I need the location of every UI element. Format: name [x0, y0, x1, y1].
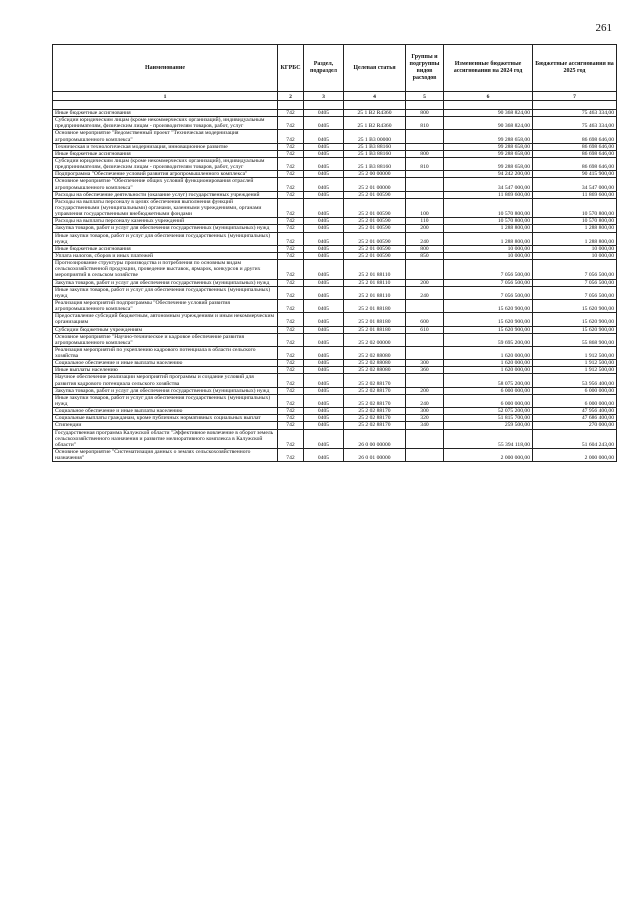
row-name: Основное мероприятие "Научно-техническое и кадровое обеспечение развития агропромышленного комплекса"	[53, 333, 278, 346]
row-article: 25 2 01 00590	[344, 232, 406, 245]
row-amount-2025: 7 056 500,00	[533, 286, 617, 299]
table-row	[53, 260, 617, 279]
table-row	[53, 191, 617, 198]
header-name: Наименование	[53, 45, 278, 92]
table-row	[53, 429, 617, 448]
row-kgrbs: 742	[278, 171, 304, 178]
row-amount-2024: 15 620 900,00	[444, 313, 533, 326]
row-name: Техническая и технологическая модернизация, инновационное развитие	[53, 143, 278, 150]
row-kgrbs: 742	[278, 313, 304, 326]
spacer-cell	[304, 101, 344, 110]
spacer-cell	[344, 101, 406, 110]
budget-table	[52, 44, 617, 462]
row-section: 0405	[304, 374, 344, 387]
table-row	[53, 299, 617, 312]
row-name: Иные выплаты населению	[53, 367, 278, 374]
row-section: 0405	[304, 225, 344, 232]
header-article: Целевая статья	[344, 45, 406, 92]
column-number: 2	[278, 92, 304, 101]
row-section: 0405	[304, 367, 344, 374]
table-row	[53, 374, 617, 387]
row-article: 25 2 02 88170	[344, 422, 406, 429]
header-kgrbs: КГРБС	[278, 45, 304, 92]
column-number-row	[53, 92, 617, 101]
row-section: 0405	[304, 143, 344, 150]
row-amount-2024: 6 000 000,00	[444, 387, 533, 394]
row-section: 0405	[304, 422, 344, 429]
table-row	[53, 157, 617, 170]
row-amount-2025: 2 000 000,00	[533, 449, 617, 462]
row-section: 0405	[304, 178, 344, 191]
row-group	[406, 191, 444, 198]
row-section: 0405	[304, 313, 344, 326]
row-name: Реализация мероприятий подпрограммы "Обеспечение условий развития агропромышленного комплекса"	[53, 299, 278, 312]
row-amount-2025: 47 956 400,00	[533, 408, 617, 415]
row-group	[406, 429, 444, 448]
row-amount-2025: 75 463 334,00	[533, 117, 617, 130]
row-amount-2024: 34 547 000,00	[444, 178, 533, 191]
table-row	[53, 279, 617, 286]
row-group: 810	[406, 157, 444, 170]
table-row	[53, 171, 617, 178]
row-amount-2024: 99 288 658,00	[444, 150, 533, 157]
row-name: Иные бюджетные ассигнования	[53, 150, 278, 157]
row-kgrbs: 742	[278, 346, 304, 359]
row-amount-2024: 99 288 658,00	[444, 157, 533, 170]
spacer-row	[53, 101, 617, 110]
row-amount-2024: 99 288 658,00	[444, 143, 533, 150]
row-name: Иные бюджетные ассигнования	[53, 110, 278, 117]
row-group: 320	[406, 415, 444, 422]
row-amount-2025: 6 000 000,00	[533, 394, 617, 407]
row-section: 0405	[304, 360, 344, 367]
row-article: 25 2 02 88080	[344, 367, 406, 374]
row-group	[406, 333, 444, 346]
row-name: Расходы на обеспечение деятельности (оказание услуг) государственных учреждений	[53, 191, 278, 198]
row-article: 25 2 02 88170	[344, 387, 406, 394]
table-row	[53, 286, 617, 299]
row-amount-2025: 53 956 400,00	[533, 374, 617, 387]
table-row	[53, 326, 617, 333]
row-amount-2025: 7 056 500,00	[533, 260, 617, 279]
row-kgrbs: 742	[278, 150, 304, 157]
table-row	[53, 225, 617, 232]
row-amount-2024: 2 000 000,00	[444, 449, 533, 462]
row-kgrbs: 742	[278, 198, 304, 217]
row-article: 25 2 01 00590	[344, 252, 406, 259]
row-amount-2025: 15 620 900,00	[533, 326, 617, 333]
row-amount-2025: 7 056 500,00	[533, 279, 617, 286]
row-group: 810	[406, 117, 444, 130]
table-row	[53, 387, 617, 394]
row-amount-2025: 47 686 400,00	[533, 415, 617, 422]
row-name: Государственная программа Калужской области "Эффективное вовлечение в оборот земель сельскохозяйственного назначения и развитие мелиоративного комплекса в Калужской области"	[53, 429, 278, 448]
spacer-cell	[533, 101, 617, 110]
row-amount-2025: 10 000,00	[533, 252, 617, 259]
column-number: 7	[533, 92, 617, 101]
row-section: 0405	[304, 333, 344, 346]
row-amount-2024: 51 815 700,00	[444, 415, 533, 422]
row-section: 0405	[304, 171, 344, 178]
row-section: 0405	[304, 387, 344, 394]
row-section: 0405	[304, 415, 344, 422]
row-amount-2025: 86 698 646,00	[533, 143, 617, 150]
row-name: Иные бюджетные ассигнования	[53, 245, 278, 252]
row-amount-2024: 52 075 200,00	[444, 408, 533, 415]
row-article: 25 2 02 88080	[344, 346, 406, 359]
table-row	[53, 367, 617, 374]
row-kgrbs: 742	[278, 367, 304, 374]
row-kgrbs: 742	[278, 408, 304, 415]
row-amount-2025: 86 698 646,00	[533, 157, 617, 170]
row-kgrbs: 742	[278, 449, 304, 462]
row-kgrbs: 742	[278, 429, 304, 448]
row-kgrbs: 742	[278, 191, 304, 198]
row-amount-2024: 94 242 200,00	[444, 171, 533, 178]
row-kgrbs: 742	[278, 279, 304, 286]
row-article: 25 2 02 88170	[344, 408, 406, 415]
row-kgrbs: 742	[278, 225, 304, 232]
row-amount-2025: 55 868 900,00	[533, 333, 617, 346]
row-amount-2025: 86 698 646,00	[533, 130, 617, 143]
row-name: Стипендии	[53, 422, 278, 429]
row-article: 25 2 01 00590	[344, 218, 406, 225]
row-section: 0405	[304, 198, 344, 217]
row-amount-2024: 1 288 800,00	[444, 232, 533, 245]
row-amount-2025: 86 698 646,00	[533, 150, 617, 157]
table-row	[53, 178, 617, 191]
row-group	[406, 130, 444, 143]
row-article: 25 2 01 88180	[344, 326, 406, 333]
row-amount-2025: 15 620 900,00	[533, 299, 617, 312]
row-kgrbs: 742	[278, 245, 304, 252]
table-row	[53, 198, 617, 217]
row-name: Иные закупки товаров, работ и услуг для обеспечения государственных (муниципальных) нужд	[53, 394, 278, 407]
table-row	[53, 333, 617, 346]
row-amount-2024: 7 056 500,00	[444, 279, 533, 286]
table-row	[53, 110, 617, 117]
row-kgrbs: 742	[278, 110, 304, 117]
table-row	[53, 143, 617, 150]
page-number: 261	[595, 22, 612, 34]
table-row	[53, 408, 617, 415]
row-article: 25 2 01 88180	[344, 299, 406, 312]
row-amount-2025: 10 000,00	[533, 245, 617, 252]
table-row	[53, 422, 617, 429]
row-group: 100	[406, 198, 444, 217]
row-kgrbs: 742	[278, 130, 304, 143]
row-section: 0405	[304, 110, 344, 117]
row-article: 25 2 01 00590	[344, 225, 406, 232]
row-kgrbs: 742	[278, 117, 304, 130]
row-amount-2024: 10 000,00	[444, 245, 533, 252]
row-name: Иные закупки товаров, работ и услуг для обеспечения государственных (муниципальных) нужд	[53, 286, 278, 299]
row-name: Уплата налогов, сборов и иных платежей	[53, 252, 278, 259]
row-amount-2024: 90 368 824,00	[444, 110, 533, 117]
row-amount-2025: 1 288 800,00	[533, 232, 617, 245]
row-section: 0405	[304, 260, 344, 279]
row-group: 110	[406, 218, 444, 225]
row-amount-2025: 10 570 800,00	[533, 218, 617, 225]
table-row	[53, 252, 617, 259]
row-section: 0405	[304, 191, 344, 198]
row-kgrbs: 742	[278, 232, 304, 245]
row-section: 0405	[304, 245, 344, 252]
row-amount-2024: 15 620 900,00	[444, 326, 533, 333]
row-group	[406, 178, 444, 191]
row-section: 0405	[304, 218, 344, 225]
row-amount-2024: 7 056 500,00	[444, 286, 533, 299]
row-name: Основное мероприятие "Ведомственный проект "Техническая модернизация агропромышленного комплекса"	[53, 130, 278, 143]
row-article: 25 2 02 00000	[344, 333, 406, 346]
column-number: 4	[344, 92, 406, 101]
row-amount-2024: 99 288 658,00	[444, 130, 533, 143]
row-amount-2024: 1 620 000,00	[444, 346, 533, 359]
row-amount-2025: 270 000,00	[533, 422, 617, 429]
row-amount-2024: 10 570 800,00	[444, 198, 533, 217]
row-name: Закупка товаров, работ и услуг для обеспечения государственных (муниципальных) нужд	[53, 225, 278, 232]
row-amount-2024: 6 000 000,00	[444, 394, 533, 407]
row-article: 25 2 01 00590	[344, 245, 406, 252]
row-name: Закупка товаров, работ и услуг для обеспечения государственных (муниципальных) нужд	[53, 387, 278, 394]
row-kgrbs: 742	[278, 326, 304, 333]
row-name: Социальное обеспечение и иные выплаты населению	[53, 360, 278, 367]
row-amount-2024: 259 500,00	[444, 422, 533, 429]
row-kgrbs: 742	[278, 387, 304, 394]
row-amount-2025: 11 869 600,00	[533, 191, 617, 198]
table-row	[53, 232, 617, 245]
row-section: 0405	[304, 117, 344, 130]
row-amount-2024: 59 695 200,00	[444, 333, 533, 346]
column-number: 5	[406, 92, 444, 101]
row-amount-2024: 55 394 118,00	[444, 429, 533, 448]
row-article: 25 1 В3 88160	[344, 143, 406, 150]
row-amount-2024: 11 869 600,00	[444, 191, 533, 198]
row-article: 25 2 02 88170	[344, 415, 406, 422]
row-amount-2024: 10 000,00	[444, 252, 533, 259]
row-group: 300	[406, 408, 444, 415]
header-amount-2025: Бюджетные ассигнования на 2025 год	[533, 45, 617, 92]
row-name: Социальное обеспечение и иные выплаты населению	[53, 408, 278, 415]
row-kgrbs: 742	[278, 415, 304, 422]
row-article: 25 2 01 88180	[344, 313, 406, 326]
spacer-cell	[53, 101, 278, 110]
row-amount-2025: 15 620 900,00	[533, 313, 617, 326]
row-group: 850	[406, 252, 444, 259]
row-article: 25 1 В2 R4360	[344, 110, 406, 117]
row-amount-2024: 1 620 000,00	[444, 367, 533, 374]
row-kgrbs: 742	[278, 360, 304, 367]
row-group	[406, 299, 444, 312]
row-section: 0405	[304, 429, 344, 448]
row-amount-2025: 1 912 500,00	[533, 360, 617, 367]
row-kgrbs: 742	[278, 143, 304, 150]
row-group: 200	[406, 387, 444, 394]
row-article: 25 2 00 00000	[344, 171, 406, 178]
header-groups: Группы и подгруппы видов расходов	[406, 45, 444, 92]
row-group: 340	[406, 422, 444, 429]
row-name: Иные закупки товаров, работ и услуг для обеспечения государственных (муниципальных) нужд	[53, 232, 278, 245]
table-row	[53, 346, 617, 359]
row-kgrbs: 742	[278, 394, 304, 407]
row-group: 200	[406, 279, 444, 286]
row-group	[406, 449, 444, 462]
row-kgrbs: 742	[278, 333, 304, 346]
row-name: Закупка товаров, работ и услуг для обеспечения государственных (муниципальных) нужд	[53, 279, 278, 286]
table-body	[53, 110, 617, 462]
row-amount-2024: 90 368 824,00	[444, 117, 533, 130]
row-article: 25 2 01 88110	[344, 279, 406, 286]
row-group: 800	[406, 150, 444, 157]
row-group: 800	[406, 245, 444, 252]
row-amount-2025: 1 912 500,00	[533, 367, 617, 374]
table-row	[53, 360, 617, 367]
row-group	[406, 346, 444, 359]
row-article: 26 0 01 00000	[344, 449, 406, 462]
row-group: 200	[406, 225, 444, 232]
row-section: 0405	[304, 150, 344, 157]
row-article: 25 2 01 88110	[344, 286, 406, 299]
table-row	[53, 117, 617, 130]
row-name: Расходы на выплаты персоналу казенных учреждений	[53, 218, 278, 225]
table-row	[53, 150, 617, 157]
row-article: 25 2 01 00000	[344, 178, 406, 191]
row-kgrbs: 742	[278, 422, 304, 429]
row-name: Расходы на выплаты персоналу в целях обеспечения выполнения функций государственными (муниципальными) органами, казенными учреждениями, органами управления государственными внебюджетными фондами	[53, 198, 278, 217]
row-article: 25 2 02 88080	[344, 360, 406, 367]
row-kgrbs: 742	[278, 157, 304, 170]
row-group: 240	[406, 232, 444, 245]
row-article: 25 2 01 00590	[344, 191, 406, 198]
row-section: 0405	[304, 326, 344, 333]
row-group	[406, 260, 444, 279]
column-number: 6	[444, 92, 533, 101]
row-name: Основное мероприятие "Систематизация данных о землях сельскохозяйственного назначения"	[53, 449, 278, 462]
row-amount-2025: 1 912 500,00	[533, 346, 617, 359]
row-group: 800	[406, 110, 444, 117]
table-row	[53, 245, 617, 252]
row-amount-2025: 51 604 243,00	[533, 429, 617, 448]
row-article: 25 2 01 00590	[344, 198, 406, 217]
row-group	[406, 143, 444, 150]
row-kgrbs: 742	[278, 218, 304, 225]
row-section: 0405	[304, 408, 344, 415]
row-group: 610	[406, 326, 444, 333]
header-row	[53, 45, 617, 92]
table-row	[53, 394, 617, 407]
row-section: 0405	[304, 394, 344, 407]
row-name: Предоставление субсидий бюджетным, автономным учреждениям и иным некоммерческим организациям	[53, 313, 278, 326]
spacer-cell	[278, 101, 304, 110]
row-kgrbs: 742	[278, 178, 304, 191]
row-group: 600	[406, 313, 444, 326]
row-group: 240	[406, 286, 444, 299]
row-section: 0405	[304, 232, 344, 245]
spacer-cell	[444, 101, 533, 110]
row-name: Субсидии юридическим лицам (кроме некоммерческих организаций), индивидуальным предпринимателям, физическим лицам - производителям товаров, работ, услуг	[53, 157, 278, 170]
row-name: Субсидии юридическим лицам (кроме некоммерческих организаций), индивидуальным предпринимателям, физическим лицам - производителям товаров, работ, услуг	[53, 117, 278, 130]
row-amount-2024: 10 570 800,00	[444, 218, 533, 225]
row-name: Прогнозирование структуры производства и потребления по основным видам сельскохозяйственной продукции, проведение выставок, ярмарок, конкурсов и других мероприятий в сельском хозяйстве	[53, 260, 278, 279]
row-section: 0405	[304, 130, 344, 143]
row-amount-2025: 90 415 900,00	[533, 171, 617, 178]
header-amount-2024: Измененные бюджетные ассигнования на 2024 год	[444, 45, 533, 92]
row-name: Подпрограмма "Обеспечение условий развития агропромышленного комплекса"	[53, 171, 278, 178]
row-amount-2024: 58 075 200,00	[444, 374, 533, 387]
row-group: 240	[406, 394, 444, 407]
row-kgrbs: 742	[278, 286, 304, 299]
table-row	[53, 415, 617, 422]
row-amount-2025: 6 000 000,00	[533, 387, 617, 394]
row-amount-2025: 75 463 334,00	[533, 110, 617, 117]
header-section: Раздел, подраздел	[304, 45, 344, 92]
row-article: 25 2 01 88110	[344, 260, 406, 279]
row-name: Социальные выплаты гражданам, кроме публичных нормативных социальных выплат	[53, 415, 278, 422]
row-section: 0405	[304, 252, 344, 259]
row-amount-2024: 1 620 000,00	[444, 360, 533, 367]
row-name: Основное мероприятие "Обеспечение общих условий функционирования отраслей агропромышленного комплекса"	[53, 178, 278, 191]
row-section: 0405	[304, 279, 344, 286]
table-row	[53, 130, 617, 143]
column-number: 3	[304, 92, 344, 101]
row-group: 360	[406, 367, 444, 374]
row-article: 25 2 02 88170	[344, 394, 406, 407]
row-section: 0405	[304, 449, 344, 462]
row-group: 300	[406, 360, 444, 367]
table-row	[53, 449, 617, 462]
row-section: 0405	[304, 346, 344, 359]
row-kgrbs: 742	[278, 374, 304, 387]
row-section: 0405	[304, 286, 344, 299]
row-article: 25 1 В2 R4360	[344, 117, 406, 130]
table-row	[53, 218, 617, 225]
table-row	[53, 313, 617, 326]
spacer-cell	[406, 101, 444, 110]
row-article: 25 1 В3 00000	[344, 130, 406, 143]
row-section: 0405	[304, 157, 344, 170]
row-amount-2025: 1 288 800,00	[533, 225, 617, 232]
column-number: 1	[53, 92, 278, 101]
row-article: 25 1 В3 88160	[344, 157, 406, 170]
row-amount-2024: 15 620 900,00	[444, 299, 533, 312]
row-article: 25 1 В3 88160	[344, 150, 406, 157]
row-article: 26 0 00 00000	[344, 429, 406, 448]
row-amount-2024: 1 288 800,00	[444, 225, 533, 232]
row-amount-2024: 7 056 500,00	[444, 260, 533, 279]
row-name: Реализация мероприятий по укреплению кадрового потенциала в области сельского хозяйства	[53, 346, 278, 359]
row-amount-2025: 10 570 800,00	[533, 198, 617, 217]
row-kgrbs: 742	[278, 252, 304, 259]
row-kgrbs: 742	[278, 299, 304, 312]
row-group	[406, 374, 444, 387]
row-name: Научное обеспечение реализации мероприятий программы и создание условий для развития кадрового потенциала сельского хозяйства	[53, 374, 278, 387]
row-article: 25 2 02 88170	[344, 374, 406, 387]
row-kgrbs: 742	[278, 260, 304, 279]
row-amount-2025: 34 547 000,00	[533, 178, 617, 191]
row-group	[406, 171, 444, 178]
row-name: Субсидии бюджетным учреждениям	[53, 326, 278, 333]
row-section: 0405	[304, 299, 344, 312]
